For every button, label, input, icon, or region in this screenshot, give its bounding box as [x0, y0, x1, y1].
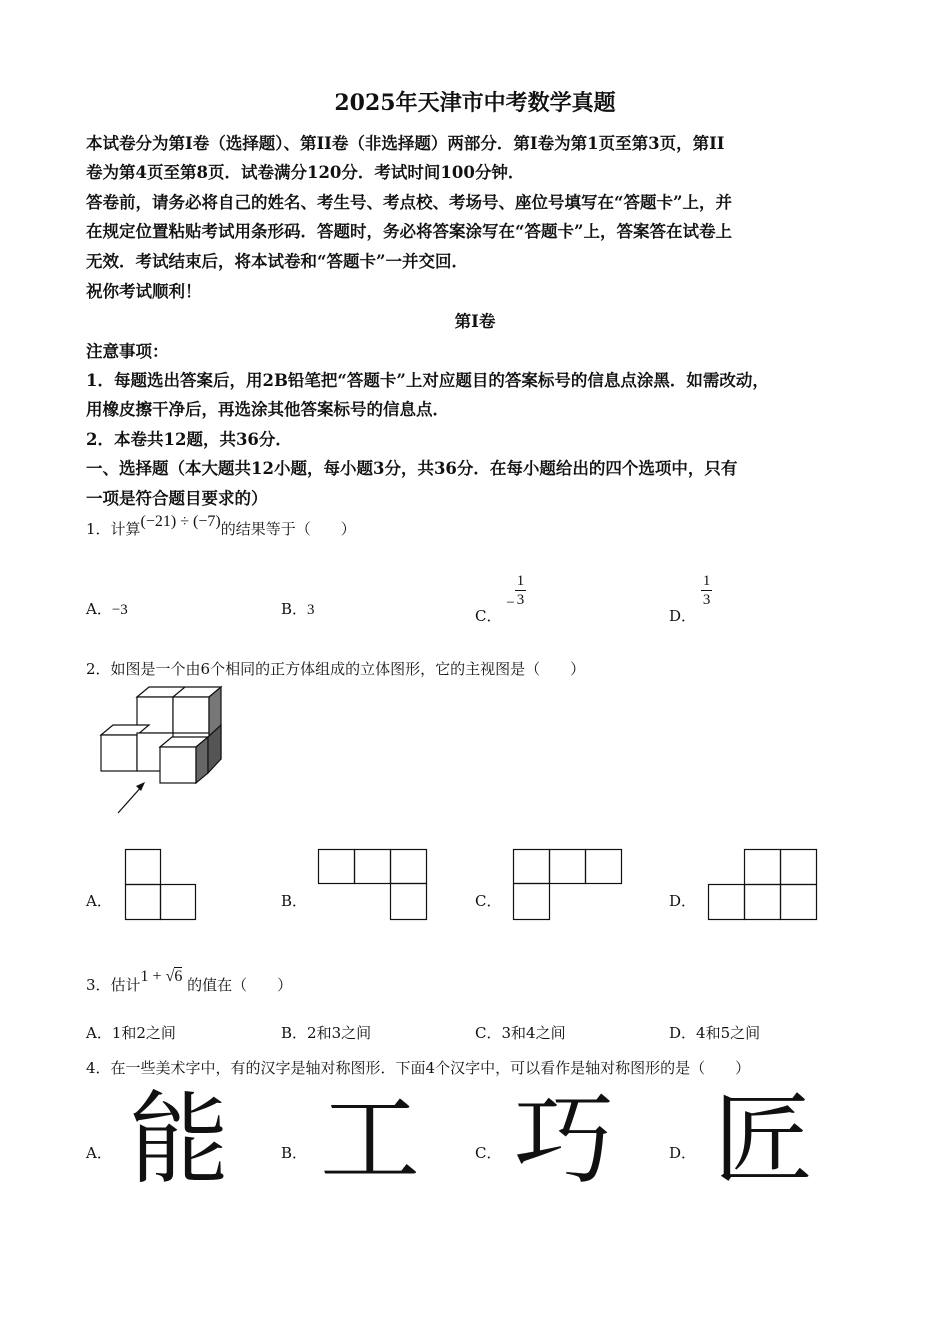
q4-option-b-label[interactable]: B．	[281, 1144, 308, 1162]
q1-option-b[interactable]	[281, 598, 315, 619]
q1-d-denominator: 3	[702, 592, 711, 608]
notes-heading: 注意事项：	[86, 342, 169, 361]
q2-stem: 2．如图是一个由6个相同的正方体组成的立体图形，它的主视图是（ ）	[86, 660, 586, 678]
q1-option-c[interactable]	[475, 572, 526, 625]
q2-cube-top-right	[173, 697, 209, 733]
q3-option-b[interactable]: B．2和3之间	[281, 1024, 372, 1042]
q3-prefix: 3．估计	[86, 976, 141, 994]
q2-cube-right-front	[160, 747, 196, 783]
part1-line-2: 一项是符合题目要求的）	[86, 489, 268, 508]
q1-a-value: −3	[111, 602, 128, 618]
q3-radicand: 6	[174, 968, 183, 985]
q3-option-d[interactable]: D．4和5之间	[669, 1024, 761, 1042]
q4-stem: 4．在一些美术字中，有的汉字是轴对称图形．下面4个汉字中，可以看作是轴对称图形的是（ ）	[86, 1059, 751, 1077]
q1-c-label: C．	[475, 606, 502, 625]
q1-stem	[86, 513, 356, 539]
q3-option-c[interactable]: C．3和4之间	[475, 1024, 566, 1042]
q2-option-b-label[interactable]: B．	[281, 892, 308, 910]
q1-b-value: 3	[307, 602, 315, 618]
q3-expression	[141, 968, 183, 985]
note-2: 2．本卷共12题，共36分．	[86, 430, 292, 449]
q2-arrow-head	[136, 782, 145, 791]
q2-option-a-figure[interactable]	[125, 849, 197, 921]
q3-expr-one: 1 +	[140, 968, 162, 985]
q4-option-b-char[interactable]: 工	[320, 1081, 420, 1198]
q1-option-a[interactable]	[86, 598, 128, 619]
q4-option-a-label[interactable]: A．	[86, 1144, 112, 1162]
intro-line-1: 本试卷分为第I卷（选择题）、第II卷（非选择题）两部分．第I卷为第1页至第3页，第II	[86, 134, 725, 153]
q1-d-numerator: 1	[702, 573, 711, 589]
q4-option-d-label[interactable]: D．	[669, 1144, 697, 1162]
q2-cube-figure	[95, 685, 230, 820]
part1-line-1: 一、选择题（本大题共12小题，每小题3分，共36分．在每小题给出的四个选项中，只有	[86, 459, 738, 478]
intro-line-4: 在规定位置粘贴考试用条形码．答题时，务必将答案涂写在“答题卡”上，答案答在试卷上	[86, 222, 732, 241]
q1-suffix: 的结果等于（ ）	[220, 520, 356, 538]
q1-c-numerator: 1	[516, 573, 525, 589]
q4-option-a-char[interactable]: 能	[129, 1081, 229, 1198]
q2-option-a-label[interactable]: A．	[86, 892, 112, 910]
q1-expression: (−21) ÷ (−7)	[140, 513, 221, 530]
q3-stem	[86, 968, 293, 995]
note-1a: 1．每题选出答案后，用2B铅笔把“答题卡”上对应题目的答案标号的信息点涂黑．如需改动，	[86, 371, 769, 390]
q3-suffix: 的值在（ ）	[187, 976, 293, 994]
q1-d-label: D．	[669, 606, 697, 625]
q2-option-c-label[interactable]: C．	[475, 892, 502, 910]
q1-a-label: A．	[86, 600, 112, 618]
sqrt-icon: √	[165, 968, 175, 985]
q4-option-c-char[interactable]: 巧	[514, 1081, 614, 1198]
q3-option-a[interactable]: A．1和2之间	[86, 1024, 176, 1042]
q1-prefix: 1．计算	[86, 520, 141, 538]
intro-line-5: 无效．考试结束后，将本试卷和“答题卡”一并交回．	[86, 252, 468, 271]
section-title: 第I卷	[454, 312, 496, 331]
q4-option-c-label[interactable]: C．	[475, 1144, 502, 1162]
q1-option-d[interactable]	[669, 572, 712, 625]
q2-option-c-figure[interactable]	[513, 849, 623, 921]
q4-option-d-char[interactable]: 匠	[713, 1081, 813, 1198]
intro-line-6: 祝你考试顺利！	[86, 282, 202, 301]
q2-cube-left	[101, 735, 137, 771]
q1-c-denominator: 3	[516, 592, 525, 608]
intro-line-2: 卷为第4页至第8页．试卷满分120分．考试时间100分钟．	[86, 163, 525, 182]
intro-line-3: 答卷前，请务必将自己的姓名、考生号、考点校、考场号、座位号填写在“答题卡”上，并	[86, 193, 732, 212]
q1-c-sign: −	[506, 594, 515, 611]
q2-option-d-label[interactable]: D．	[669, 892, 697, 910]
q2-option-b-figure[interactable]	[318, 849, 428, 921]
q2-option-d-figure[interactable]	[708, 849, 818, 921]
page-title: 2025年天津市中考数学真题	[334, 90, 616, 116]
q1-b-label: B．	[281, 600, 308, 618]
note-1b: 用橡皮擦干净后，再选涂其他答案标号的信息点．	[86, 400, 449, 419]
